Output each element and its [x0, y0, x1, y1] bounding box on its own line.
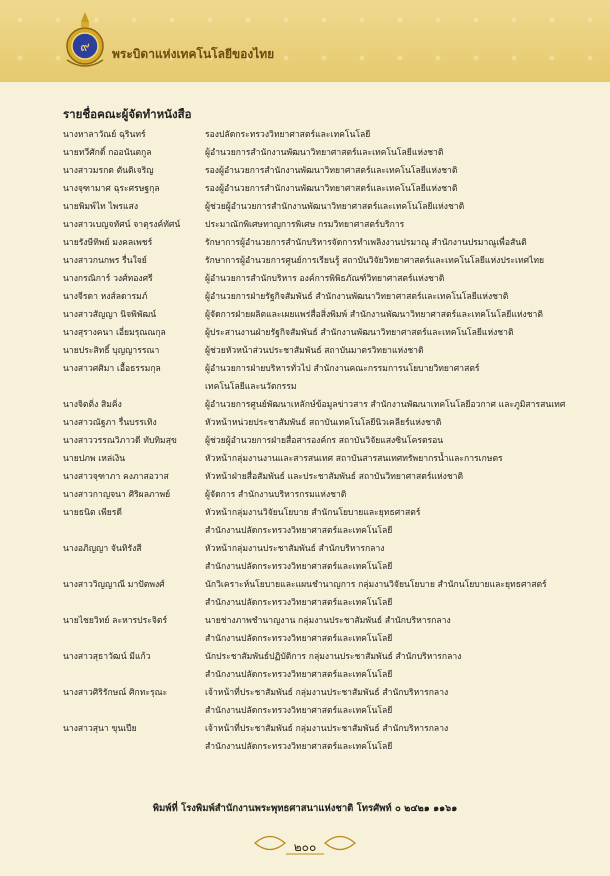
role-line: รักษาการผู้อำนวยการสำนักบริหารจัดการทำเพลิงงานปรมาณู สำนักงานปรมาณูเพื่อสันติ [205, 238, 527, 248]
role-line: ผู้ช่วยผู้อำนวยการฝ่ายสื่อสารองค์กร สถาบันวิจัยแสงซินโครตรอน [205, 436, 444, 446]
person-role [205, 324, 595, 342]
person-name: นางสาววรรณวิภาวดี ทับทิมสุข [63, 436, 177, 446]
role-line: สำนักงานปลัดกระทรวงวิทยาศาสตร์และเทคโนโลยี [205, 526, 393, 536]
person-name: นางสาวสุธาวัฒน์ มีแก้ว [63, 652, 151, 662]
role-line: หัวหน้ากลุ่มงานประชาสัมพันธ์ สำนักบริหารกลาง [205, 544, 385, 554]
person-role [205, 198, 595, 216]
header-band [0, 0, 610, 82]
person-role [205, 576, 595, 612]
credit-entry [0, 648, 610, 684]
role-line: หัวหน้ากลุ่มงานงานและสารสนเทศ สถาบันสารสนเทศทรัพยากรน้ำและการเกษตร [205, 454, 503, 464]
person-role [205, 468, 595, 486]
credit-entry [0, 612, 610, 648]
credit-entry [0, 198, 610, 216]
person-name: นางสาวศิริรักษณ์ ศิกทะรุณะ [63, 688, 168, 698]
person-name: นางสาวกนกพร รื่นใจย์ [63, 256, 147, 266]
role-line: ผู้อำนวยการฝ่ายรัฐกิจสัมพันธ์ สำนักงานพัฒนาวิทยาศาสตร์และเทคโนโลยีแห่งชาติ [205, 292, 509, 302]
role-line: ผู้ช่วยหัวหน้าส่วนประชาสัมพันธ์ สถาบันมาตรวิทยาแห่งชาติ [205, 346, 424, 356]
role-line: สำนักงานปลัดกระทรวงวิทยาศาสตร์และเทคโนโลยี [205, 562, 393, 572]
person-name: นางสาวสุนา ขุนเปีย [63, 724, 137, 734]
credit-entry [0, 216, 610, 234]
credit-entry [0, 126, 610, 144]
role-line: ประมาณักพิเศษทาญการพิเศษ กรมวิทยาศาสตร์บริการ [205, 220, 405, 230]
person-role [205, 162, 595, 180]
person-name: นางกรณิการ์ วงศ์ทองศรี [63, 274, 153, 284]
role-line: ผู้อำนวยการศูนย์พัฒนาเหลักษ์ข้อมูลข่าวสาร สำนักงานพัฒนาเทคโนโลยีอวกาศ และภูมิสารสนเทศ [205, 400, 566, 410]
person-name: นายทวีศักดิ์ กออนันตกูล [63, 148, 152, 158]
role-line: ผู้ช่วยผู้อำนวยการสำนักงานพัฒนาวิทยาศาสตร์และเทคโนโลยีแห่งชาติ [205, 202, 465, 212]
person-role [205, 126, 595, 144]
person-role [205, 414, 595, 432]
person-role [205, 306, 595, 324]
person-role [205, 450, 595, 468]
role-line: นายช่างภาพชำนาญงาน กลุ่มงานประชาสัมพันธ์ สำนักบริหารกลาง [205, 616, 451, 626]
role-line: รองผู้อำนวยการสำนักงานพัฒนาวิทยาศาสตร์และเทคโนโลยีแห่งชาติ [205, 166, 458, 176]
role-line: ผู้ประสานงานฝ่ายรัฐกิจสัมพันธ์ สำนักงานพัฒนาวิทยาศาสตร์และเทคโนโลยีแห่งชาติ [205, 328, 514, 338]
person-name: นายรังษีทิพย์ มงคลเพชร์ [63, 238, 153, 248]
person-role [205, 612, 595, 648]
role-line: นักวิเคราะห์นโยบายและแผนชำนาญการ กลุ่มงานวิจัยนโยบาย สำนักนโยบายและยุทธศาสตร์ [205, 580, 547, 590]
role-line: สำนักงานปลัดกระทรวงวิทยาศาสตร์และเทคโนโลยี [205, 706, 393, 716]
credit-entry [0, 486, 610, 504]
person-name: นายธนิต เพียรดี [63, 508, 123, 518]
credit-entry [0, 162, 610, 180]
person-name: นางอภิญญา จันทิรังสี [63, 544, 142, 554]
person-name: นายไชยวิทย์ ละหารประจิตร์ [63, 616, 168, 626]
credit-entry [0, 234, 610, 252]
credit-entry [0, 306, 610, 324]
person-name: นางจีรดา หงส์ลดารมภ์ [63, 292, 148, 302]
role-line: ผู้จัดการ สำนักงานบริหารกรมแห่งชาติ [205, 490, 347, 500]
person-role [205, 684, 595, 720]
credit-entry [0, 468, 610, 486]
person-role [205, 144, 595, 162]
person-name: นายพิมพ์ไท ไพรแสง [63, 202, 139, 212]
role-line: สำนักงานปลัดกระทรวงวิทยาศาสตร์และเทคโนโลยี [205, 598, 393, 608]
role-line: ผู้จัดการฝ่ายผลิตและเผยแพร่สื่อสิ่งพิมพ์ สำนักงานพัฒนาวิทยาศาสตร์และเทคโนโลยีแห่งชาติ [205, 310, 543, 320]
credit-entry [0, 396, 610, 414]
person-role [205, 432, 595, 450]
credits-list [0, 126, 610, 756]
role-line: เทคโนโลยีและนวัตกรรม [205, 382, 297, 392]
person-role [205, 342, 595, 360]
role-line: นักประชาสัมพันธ์ปฏิบัติการ กลุ่มงานประชาสัมพันธ์ สำนักบริหารกลาง [205, 652, 462, 662]
person-name: นางจุฑามาศ ฉุระศรษฐกุล [63, 184, 160, 194]
royal-emblem-icon [62, 10, 108, 70]
person-name: นางสาวศศิมา เอื้อธรรมกุล [63, 364, 161, 374]
role-line: เจ้าหน้าที่ประชาสัมพันธ์ กลุ่มงานประชาสัมพันธ์ สำนักบริหารกลาง [205, 724, 449, 734]
person-name: นางสาวเบญจทัศน์ จาตุรงค์ทัศน์ [63, 220, 181, 230]
credit-entry [0, 252, 610, 270]
credit-entry [0, 450, 610, 468]
person-name: นางสาวมรกต ตันติเจริญ [63, 166, 154, 176]
person-name: นางจิตติ่ง สิมคิ่ง [63, 400, 122, 410]
role-line: สำนักงานปลัดกระทรวงวิทยาศาสตร์และเทคโนโลยี [205, 742, 393, 752]
role-line: รองผู้อำนวยการสำนักงานพัฒนาวิทยาศาสตร์และเทคโนโลยีแห่งชาติ [205, 184, 458, 194]
credit-entry [0, 144, 610, 162]
section-title: รายชื่อคณะผู้จัดทำหนังสือ [63, 107, 192, 121]
credit-entry [0, 504, 610, 540]
person-role [205, 234, 595, 252]
person-role [205, 396, 595, 414]
person-role [205, 288, 595, 306]
credit-entry [0, 576, 610, 612]
person-role [205, 252, 595, 270]
credit-entry [0, 360, 610, 396]
credit-entry [0, 684, 610, 720]
person-name: นางสาวสัญญา นิจพิพัฒน์ [63, 310, 157, 320]
person-role [205, 648, 595, 684]
page-number: ๒๐๐ [293, 840, 317, 854]
printer-info: พิมพ์ที่ โรงพิมพ์สำนักงานพระพุทธศาสนาแห่งชาติ โทรศัพท์ ๐ ๒๔๒๑ ๑๑๖๑ [152, 803, 458, 814]
role-line: หัวหน้าหน่วยประชาสัมพันธ์ สถาบันเทคโนโลยีนิวเคลียร์แห่งชาติ [205, 418, 442, 428]
role-line: รักษาการผู้อำนวยการศูนย์การเรียนรู้ สถาบันวิจัยวิทยาศาสตร์และเทคโนโลยีแห่งประเทศไทย [205, 256, 545, 266]
person-role [205, 180, 595, 198]
person-name: นายประสิทธิ์ บุญญารรณา [63, 346, 160, 356]
credit-entry [0, 342, 610, 360]
credit-entry [0, 288, 610, 306]
person-role [205, 216, 595, 234]
role-line: ผู้อำนวยการฝ่ายบริหารทั่วไป สำนักงานคณะกรรมการนโยบายวิทยาศาสตร์ [205, 364, 480, 374]
role-line: สำนักงานปลัดกระทรวงวิทยาศาสตร์และเทคโนโลยี [205, 670, 393, 680]
person-name: นางสาวณัฐภา รื่นบรรเทิง [63, 418, 157, 428]
person-role [205, 360, 595, 396]
person-name: นายปภพ เหล่เงิน [63, 454, 126, 464]
header-title: พระบิดาแห่งเทคโนโลยีของไทย [112, 47, 275, 61]
credit-entry [0, 324, 610, 342]
role-line: สำนักงานปลัดกระทรวงวิทยาศาสตร์และเทคโนโลยี [205, 634, 393, 644]
person-name: นางสุรางคนา เอี่ยมรุณณกุล [63, 328, 166, 338]
role-line: หัวหน้าฝ่ายสื่อสัมพันธ์ และประชาสัมพันธ์ สถาบันวิทยาศาสตร์แห่งชาติ [205, 472, 464, 482]
credit-entry [0, 414, 610, 432]
credit-entry [0, 270, 610, 288]
credit-entry [0, 180, 610, 198]
role-line: หัวหน้ากลุ่มงานวิจัยนโยบาย สำนักนโยบายและยุทธศาสตร์ [205, 508, 421, 518]
person-role [205, 486, 595, 504]
person-name: นางสาววิญญาณี มาปัตพงศ์ [63, 580, 165, 590]
credit-entry [0, 540, 610, 576]
person-role [205, 540, 595, 576]
role-line: รองปลัดกระทรวงวิทยาศาสตร์และเทคโนโลยี [205, 130, 371, 140]
person-role [205, 720, 595, 756]
person-name: นางหาลาวัณย์ ฉุรินทร์ [63, 130, 146, 140]
role-line: ผู้อำนวยการสำนักงานพัฒนาวิทยาศาสตร์และเทคโนโลยีแห่งชาติ [205, 148, 444, 158]
person-name: นางสาวจุฑาภา คงภาสอวาส [63, 472, 169, 482]
person-role [205, 270, 595, 288]
role-line: เจ้าหน้าที่ประชาสัมพันธ์ กลุ่มงานประชาสัมพันธ์ สำนักบริหารกลาง [205, 688, 449, 698]
credit-entry [0, 432, 610, 450]
svg-text:๙: ๙ [80, 40, 90, 55]
credit-entry [0, 720, 610, 756]
role-line: ผู้อำนวยการสำนักบริหาร องค์การพิพิธภัณฑ์วิทยาศาสตร์แห่งชาติ [205, 274, 445, 284]
person-role [205, 504, 595, 540]
person-name: นางสาวกาญจนา ศิริผลภาพย์ [63, 490, 171, 500]
